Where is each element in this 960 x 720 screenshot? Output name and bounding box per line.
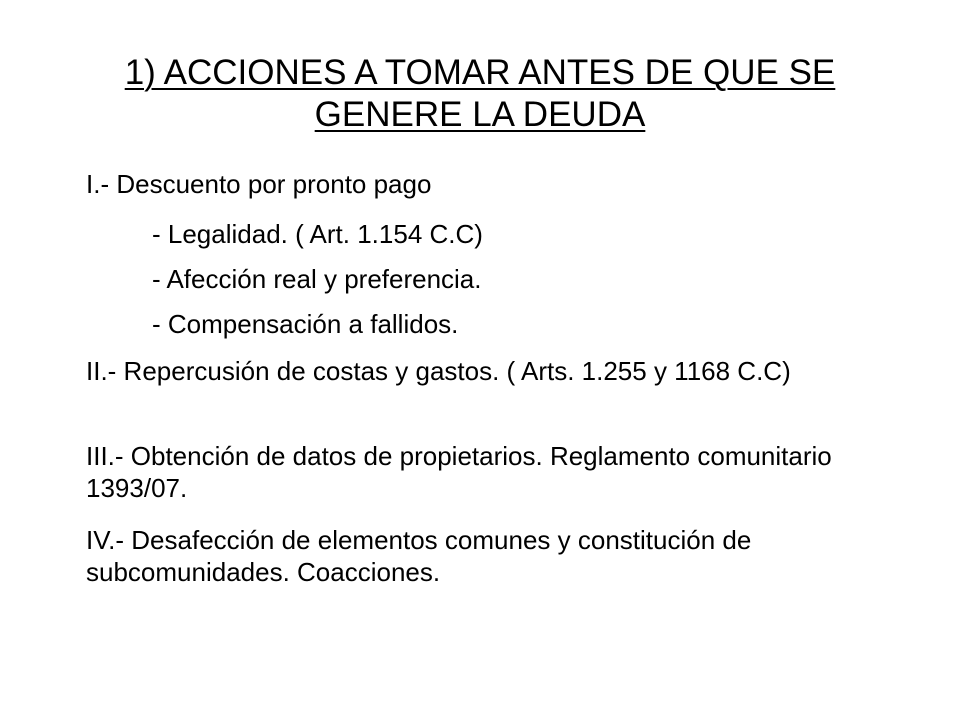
sub-item-compensacion: - Compensación a fallidos. <box>152 309 459 339</box>
bullet-item-desafeccion: IV.- Desafección de elementos comunes y constitución de subcomunidades. Coacciones. <box>86 525 752 587</box>
slide-title-line-1: 1) ACCIONES A TOMAR ANTES DE QUE SE <box>124 53 836 92</box>
slide-title-line-2: GENERE LA DEUDA <box>314 95 646 134</box>
sub-item-afeccion: - Afección real y preferencia. <box>152 264 482 294</box>
bullet-item-obtencion-datos: III.- Obtención de datos de propietarios. Reglamento comunitario 1393/07. <box>86 441 832 503</box>
sub-item-legalidad: - Legalidad. ( Art. 1.154 C.C) <box>152 219 483 249</box>
bullet-item-descuento: I.- Descuento por pronto pago <box>86 169 432 199</box>
bullet-item-repercusion: II.- Repercusión de costas y gastos. ( Arts. 1.255 y 1168 C.C) <box>86 356 791 386</box>
